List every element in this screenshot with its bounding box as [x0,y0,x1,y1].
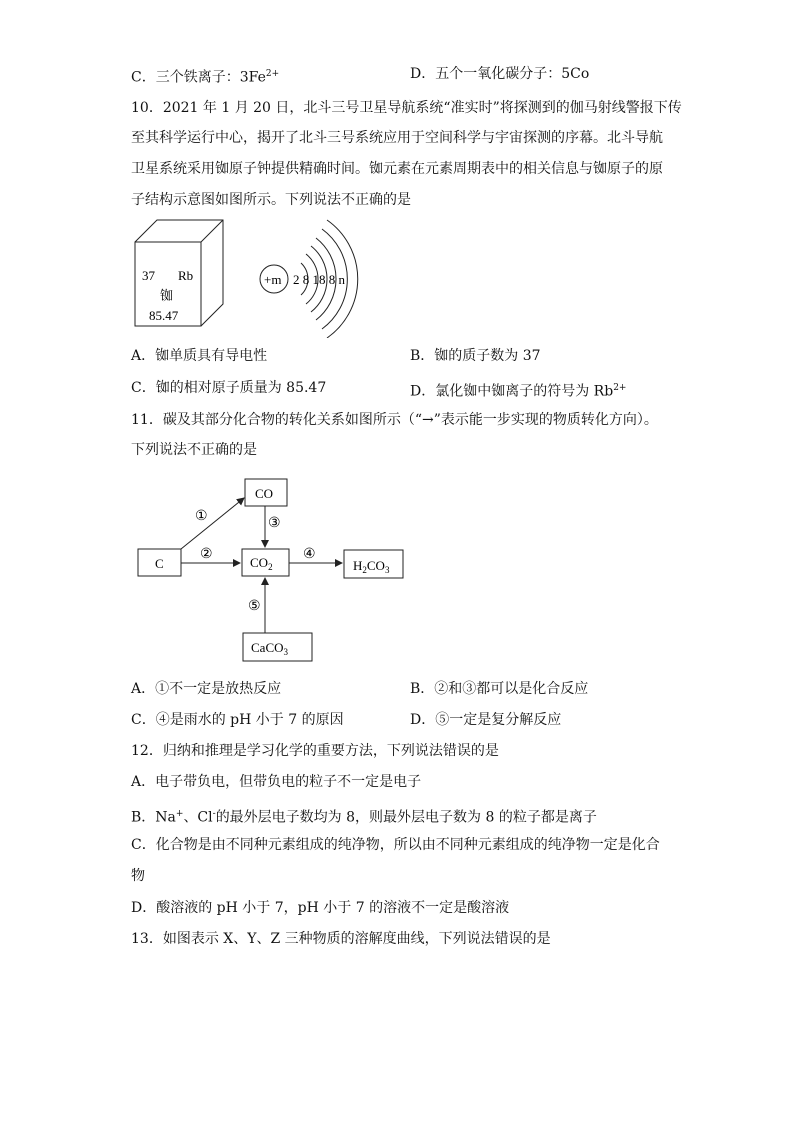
arrow-1 [181,498,244,549]
q10-stem-line-1: 10．2021 年 1 月 20 日，北斗三号卫星导航系统“准实时”将探测到的伽马射线警报下传 [131,100,682,116]
arrow-4-label: ④ [303,546,316,562]
q10-option-b: B．铷的质子数为 37 [410,348,541,364]
q10-option-c: C．铷的相对原子质量为 85.47 [131,380,327,396]
q12-option-c-line-2: 物 [131,868,145,884]
electron-shell-numbers: 2 8 18 8 n [293,272,345,287]
q10-stem-line-2: 至其科学运行中心，揭开了北斗三号系统应用于空间科学与宇宙探测的序幕。北斗导航 [131,130,663,146]
q10-option-d: D．氯化铷中铷离子的符号为 $Rb^{2+}$ [410,383,627,400]
q11-option-c: C．④是雨水的 pH 小于 7 的原因 [131,712,344,728]
q10-stem-line-3: 卫星系统采用铷原子钟提供精确时间。铷元素在元素周期表中的相关信息与铷原子的原 [131,161,663,177]
q11-option-d: D．⑤一定是复分解反应 [410,712,562,728]
node-co-label: CO [255,486,274,501]
q12-option-c-line-1: C．化合物是由不同种元素组成的纯净物，所以由不同种元素组成的纯净物一定是化合 [131,837,660,853]
q11-stem-line-1: 11．碳及其部分化合物的转化关系如图所示（“→”表示能一步实现的物质转化方向）。 [131,412,658,428]
node-c-label: C [155,556,164,571]
node-h2co3-label: $H_2CO_3$ [353,558,390,575]
q10-option-a: A．铷单质具有导电性 [131,348,268,364]
q12-stem: 12．归纳和推理是学习化学的重要方法，下列说法错误的是 [131,743,499,759]
arrow-3-label: ③ [268,515,281,531]
arrow-2-label: ② [200,546,213,562]
q11-option-b: B．②和③都可以是化合反应 [410,681,589,697]
q10-stem-line-4: 子结构示意图如图所示。下列说法不正确的是 [131,192,411,208]
element-cell-figure [134,214,226,328]
q9-option-c: C．三个铁离子：$3Fe^{2+}$ [131,69,280,86]
arrow-1-label: ① [195,508,208,524]
nucleus-charge: +m [264,272,282,287]
atom-structure-figure [254,214,374,338]
element-mass: 85.47 [149,308,179,323]
element-symbol: Rb [178,268,194,283]
q13-stem: 13．如图表示 X、Y、Z 三种物质的溶解度曲线，下列说法错误的是 [131,931,551,947]
carbon-conversion-diagram [130,470,420,665]
q9-option-d: D．五个一氧化碳分子：5Co [410,66,590,82]
node-caco3-label: CaCO$_3$ [251,640,288,657]
element-name: 铷 [160,288,174,303]
q11-stem-line-2: 下列说法不正确的是 [131,442,257,458]
q12-option-a: A．电子带负电，但带负电的粒子不一定是电子 [131,774,422,790]
node-co2-label: $CO_2$ [250,555,273,572]
q12-option-d: D．酸溶液的 pH 小于 7，pH 小于 7 的溶液不一定是酸溶液 [131,900,510,916]
element-number: 37 [142,268,155,283]
arrow-5-label: ⑤ [248,598,261,614]
q11-option-a: A．①不一定是放热反应 [131,681,282,697]
q12-option-b: B．Na+、Cl-的最外层电子数均为 8，则最外层电子数为 8 的粒子都是离子 [131,809,597,826]
